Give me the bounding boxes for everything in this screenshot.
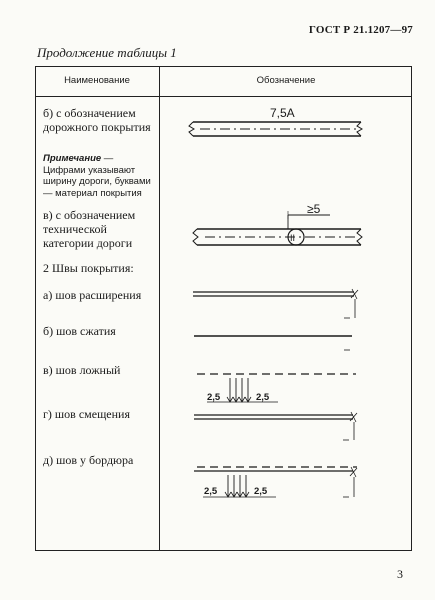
contraction-joint-symbol (194, 336, 352, 350)
row-label-false-joint: в) шов ложный (43, 363, 121, 377)
table-continuation-caption: Продолжение таблицы 1 (37, 45, 177, 60)
offset-right-dimension: 2,5 (256, 392, 270, 403)
row-label-offset-joint: г) шов смещения (43, 407, 130, 421)
table-note (43, 153, 157, 199)
page-number: 3 (397, 567, 403, 581)
curb-joint-symbol (194, 467, 357, 497)
note-text: — Цифрами указывают ширину дороги, буквами — материал покрытия (43, 153, 151, 199)
row-label-road-surface: б) с обозначением дорожного покрытия (43, 106, 151, 134)
offset-left-dimension: 2,5 (207, 392, 221, 403)
category-value-label: ≥5 (307, 202, 321, 216)
category-number: II (290, 233, 296, 243)
expansion-joint-symbol (193, 289, 358, 318)
standard-number: ГОСТ Р 21.1207—97 (308, 24, 413, 36)
offset-joint-symbol (194, 378, 357, 440)
column-header-symbol: Обозначение (256, 75, 316, 86)
curb-left-dimension: 2,5 (204, 486, 218, 497)
symbol-drawings (160, 97, 412, 550)
road-surface-symbol (189, 106, 362, 136)
road-category-symbol (193, 202, 362, 245)
row-label-contraction-joint: б) шов сжатия (43, 324, 116, 338)
note-title: Примечание (43, 153, 102, 164)
row-label-expansion-joint: а) шов расширения (43, 288, 142, 302)
row-label-curb-joint: д) шов у бордюра (43, 453, 134, 467)
row-label-road-category: в) с обозначением технической категории дороги (43, 208, 136, 250)
curb-right-dimension: 2,5 (254, 486, 268, 497)
column-header-name: Наименование (64, 75, 130, 86)
row-label-pavement-joints: 2 Швы покрытия: (43, 261, 134, 275)
surface-width-label: 7,5А (270, 106, 295, 120)
